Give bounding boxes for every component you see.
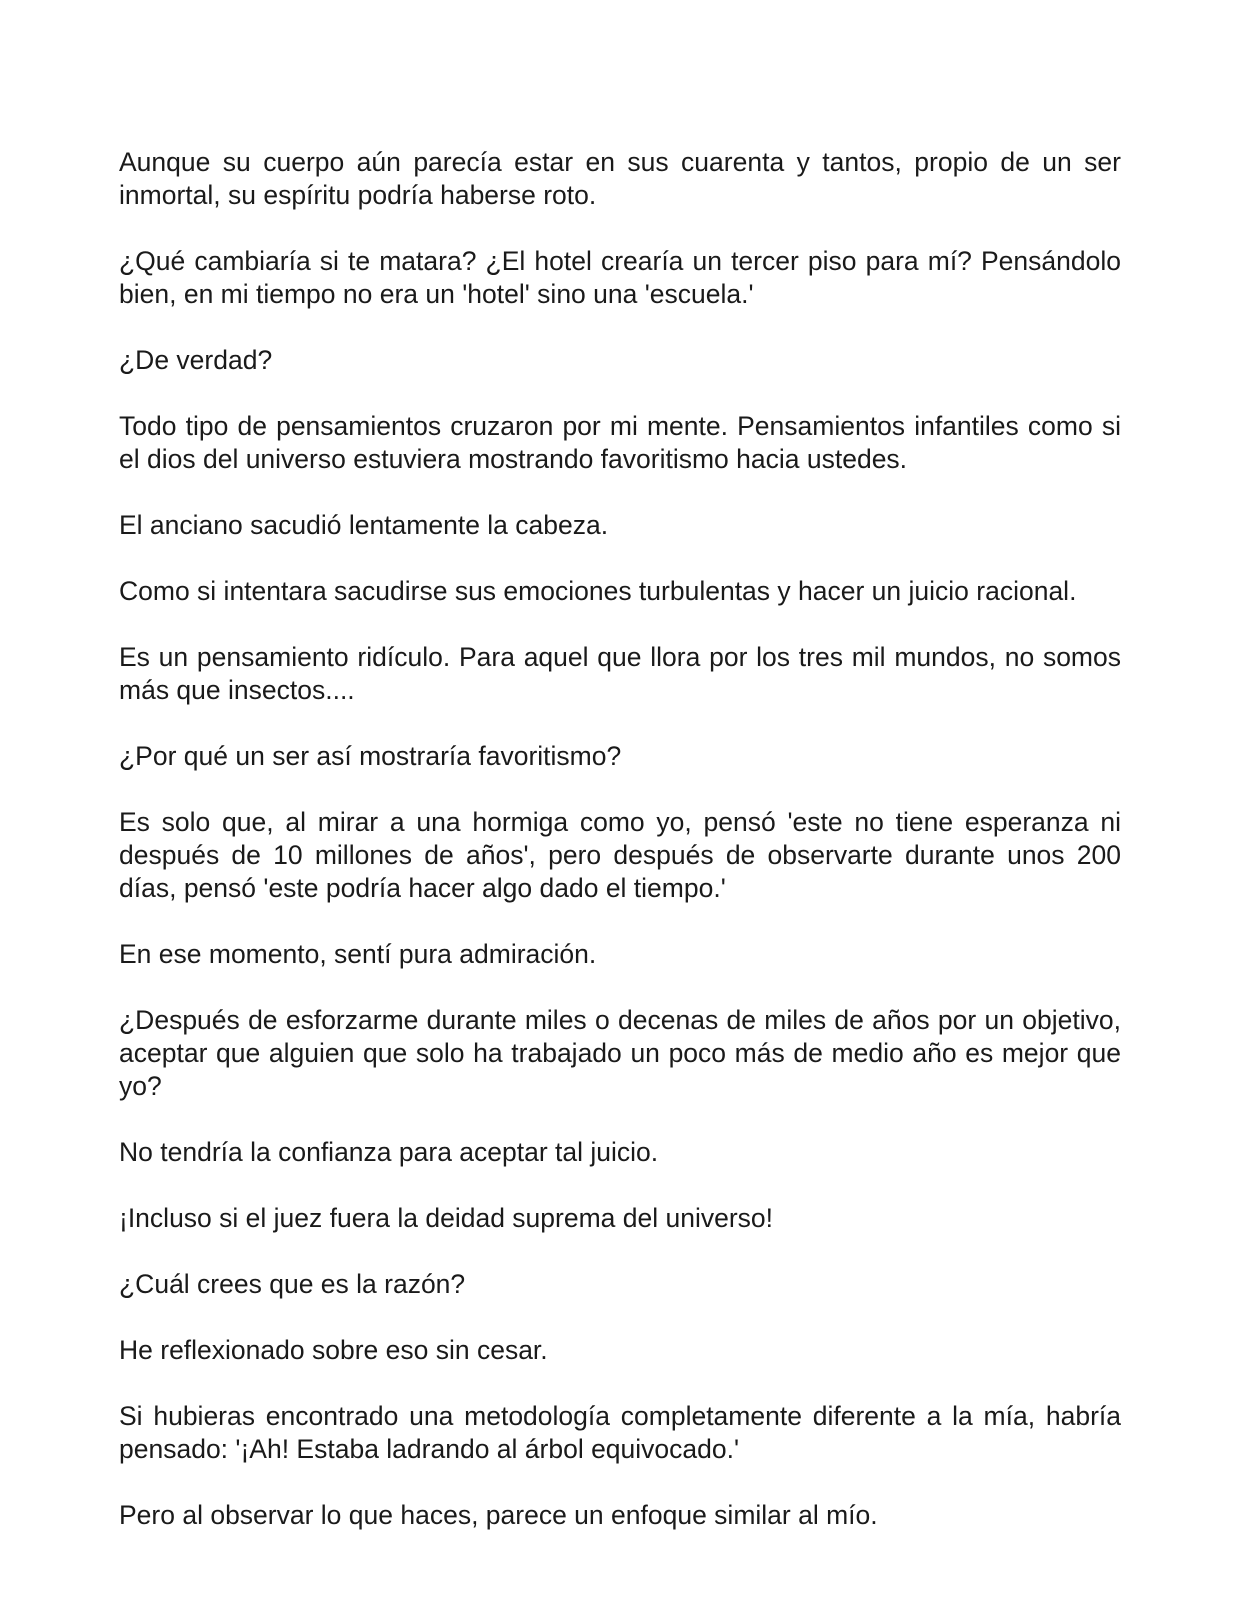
- paragraph: ¿Cuál crees que es la razón?: [119, 1269, 466, 1299]
- paragraph: He reflexionado sobre eso sin cesar.: [119, 1335, 548, 1365]
- paragraph: El anciano sacudió lentamente la cabeza.: [119, 510, 609, 540]
- paragraph: ¿Qué cambiaría si te matara? ¿El hotel crearía un tercer piso para mí? Pensándolo bien, en mi tiempo no era un 'hotel' sino una 'escuela.': [119, 246, 1121, 309]
- paragraph: ¡Incluso si el juez fuera la deidad suprema del universo!: [119, 1203, 774, 1233]
- paragraph: Aunque su cuerpo aún parecía estar en sus cuarenta y tantos, propio de un ser inmortal, su espíritu podría haberse roto.: [119, 147, 1121, 210]
- paragraph: Pero al observar lo que haces, parece un enfoque similar al mío.: [119, 1500, 878, 1530]
- paragraph: En ese momento, sentí pura admiración.: [119, 939, 597, 969]
- paragraph: Es solo que, al mirar a una hormiga como yo, pensó 'este no tiene esperanza ni después de 10 millones de años', pero después de observarte durante unos 200 días, pensó 'este podría hacer algo dado el tiempo.': [119, 807, 1121, 903]
- document-page: [119, 146, 1121, 1565]
- paragraph: Es un pensamiento ridículo. Para aquel que llora por los tres mil mundos, no somos más que insectos....: [119, 642, 1121, 705]
- paragraph: No tendría la confianza para aceptar tal juicio.: [119, 1137, 659, 1167]
- paragraph: ¿Por qué un ser así mostraría favoritismo?: [119, 741, 622, 771]
- paragraph: Todo tipo de pensamientos cruzaron por mi mente. Pensamientos infantiles como si el dios del universo estuviera mostrando favoritismo hacia ustedes.: [119, 411, 1121, 474]
- paragraph: ¿De verdad?: [119, 345, 273, 375]
- paragraph: ¿Después de esforzarme durante miles o decenas de miles de años por un objetivo, aceptar que alguien que solo ha trabajado un poco más de medio año es mejor que yo?: [119, 1005, 1121, 1101]
- paragraph: Como si intentara sacudirse sus emociones turbulentas y hacer un juicio racional.: [119, 576, 1077, 606]
- paragraph: Si hubieras encontrado una metodología completamente diferente a la mía, habría pensado: '¡Ah! Estaba ladrando al árbol equivocado.': [119, 1401, 1121, 1464]
